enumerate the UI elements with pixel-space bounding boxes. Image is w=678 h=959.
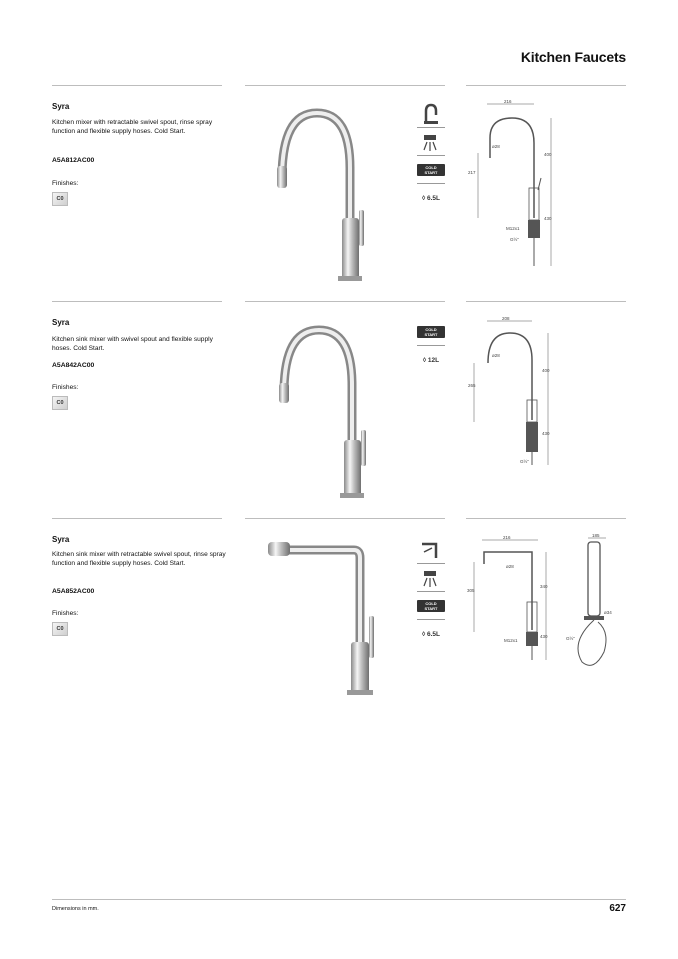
- svg-text:217: 217: [468, 170, 476, 175]
- pull-out-spout-icon: [417, 536, 445, 564]
- cold-start-icon: COLD START: [417, 318, 445, 346]
- cold-start-icon: COLD START: [417, 156, 445, 184]
- svg-text:216: 216: [503, 535, 511, 540]
- finish-swatch[interactable]: C0: [52, 396, 68, 410]
- divider: [245, 518, 445, 519]
- pull-out-spout-icon: [417, 100, 445, 128]
- svg-text:G½": G½": [566, 636, 575, 641]
- divider: [245, 301, 445, 302]
- divider: [245, 85, 445, 86]
- dimension-drawing: [466, 98, 566, 270]
- product-description: Kitchen sink mixer with retractable swivel spout, rinse spray function and flexible supply hoses. Cold Start.: [52, 551, 226, 568]
- svg-text:ø34: ø34: [604, 610, 612, 615]
- divider: [466, 301, 626, 302]
- svg-text:ø28: ø28: [506, 564, 514, 569]
- svg-text:305: 305: [467, 588, 475, 593]
- dimension-drawing: [466, 315, 566, 470]
- finishes-label: Finishes:: [52, 180, 79, 187]
- divider: [466, 85, 626, 86]
- spray-icon: [417, 564, 445, 592]
- flow-rate-icon: ◊ 12L: [422, 356, 440, 364]
- product-description: Kitchen mixer with retractable swivel spout, rinse spray function and flexible supply hoses. Cold Start.: [52, 119, 213, 136]
- footer-note: Dimensions in mm.: [52, 906, 99, 912]
- svg-text:G½": G½": [510, 237, 519, 242]
- divider: [52, 85, 222, 86]
- svg-text:430: 430: [542, 431, 550, 436]
- divider: [52, 518, 222, 519]
- faucet-photo: [262, 315, 412, 500]
- product-code: A5A812AC00: [52, 157, 95, 164]
- page-number: 627: [609, 903, 626, 914]
- svg-text:265: 265: [468, 383, 476, 388]
- feature-icons: [417, 536, 445, 648]
- svg-text:400: 400: [544, 152, 552, 157]
- finish-swatch[interactable]: C0: [52, 192, 68, 206]
- svg-text:G½": G½": [520, 459, 529, 464]
- svg-text:ø28: ø28: [492, 144, 500, 149]
- cold-start-icon: COLD START: [417, 592, 445, 620]
- product-code: A5A852AC00: [52, 588, 95, 595]
- faucet-photo: [262, 98, 412, 283]
- divider: [466, 518, 626, 519]
- svg-text:M12x1: M12x1: [504, 638, 518, 643]
- feature-icons: [417, 100, 445, 212]
- page-title: Kitchen Faucets: [520, 49, 626, 65]
- dimension-drawing: [466, 532, 556, 662]
- faucet-photo: [262, 532, 412, 697]
- product-description: Kitchen sink mixer with swivel spout and flexible supply hoses. Cold Start.: [52, 336, 213, 353]
- svg-text:M12x1: M12x1: [506, 226, 520, 231]
- product-code: A5A842AC00: [52, 362, 95, 369]
- finish-swatch[interactable]: C0: [52, 622, 68, 636]
- svg-text:185: 185: [592, 533, 600, 538]
- spray-icon: [417, 128, 445, 156]
- product-name: Syra: [52, 102, 70, 111]
- side-dimension-drawing: [560, 532, 628, 677]
- svg-text:430: 430: [544, 216, 552, 221]
- flow-rate-icon: ◊ 6.5L: [421, 194, 441, 202]
- flow-rate-icon: ◊ 6.5L: [421, 630, 441, 638]
- svg-text:340: 340: [540, 584, 548, 589]
- product-name: Syra: [52, 535, 70, 544]
- svg-text:400: 400: [542, 368, 550, 373]
- divider: [52, 301, 222, 302]
- svg-text:ø28: ø28: [492, 353, 500, 358]
- finishes-label: Finishes:: [52, 384, 79, 391]
- finishes-label: Finishes:: [52, 610, 79, 617]
- feature-icons: [417, 318, 445, 374]
- footer-divider: [52, 899, 626, 900]
- svg-text:430: 430: [540, 634, 548, 639]
- svg-text:208: 208: [502, 316, 510, 321]
- svg-text:216: 216: [504, 99, 512, 104]
- product-name: Syra: [52, 318, 70, 327]
